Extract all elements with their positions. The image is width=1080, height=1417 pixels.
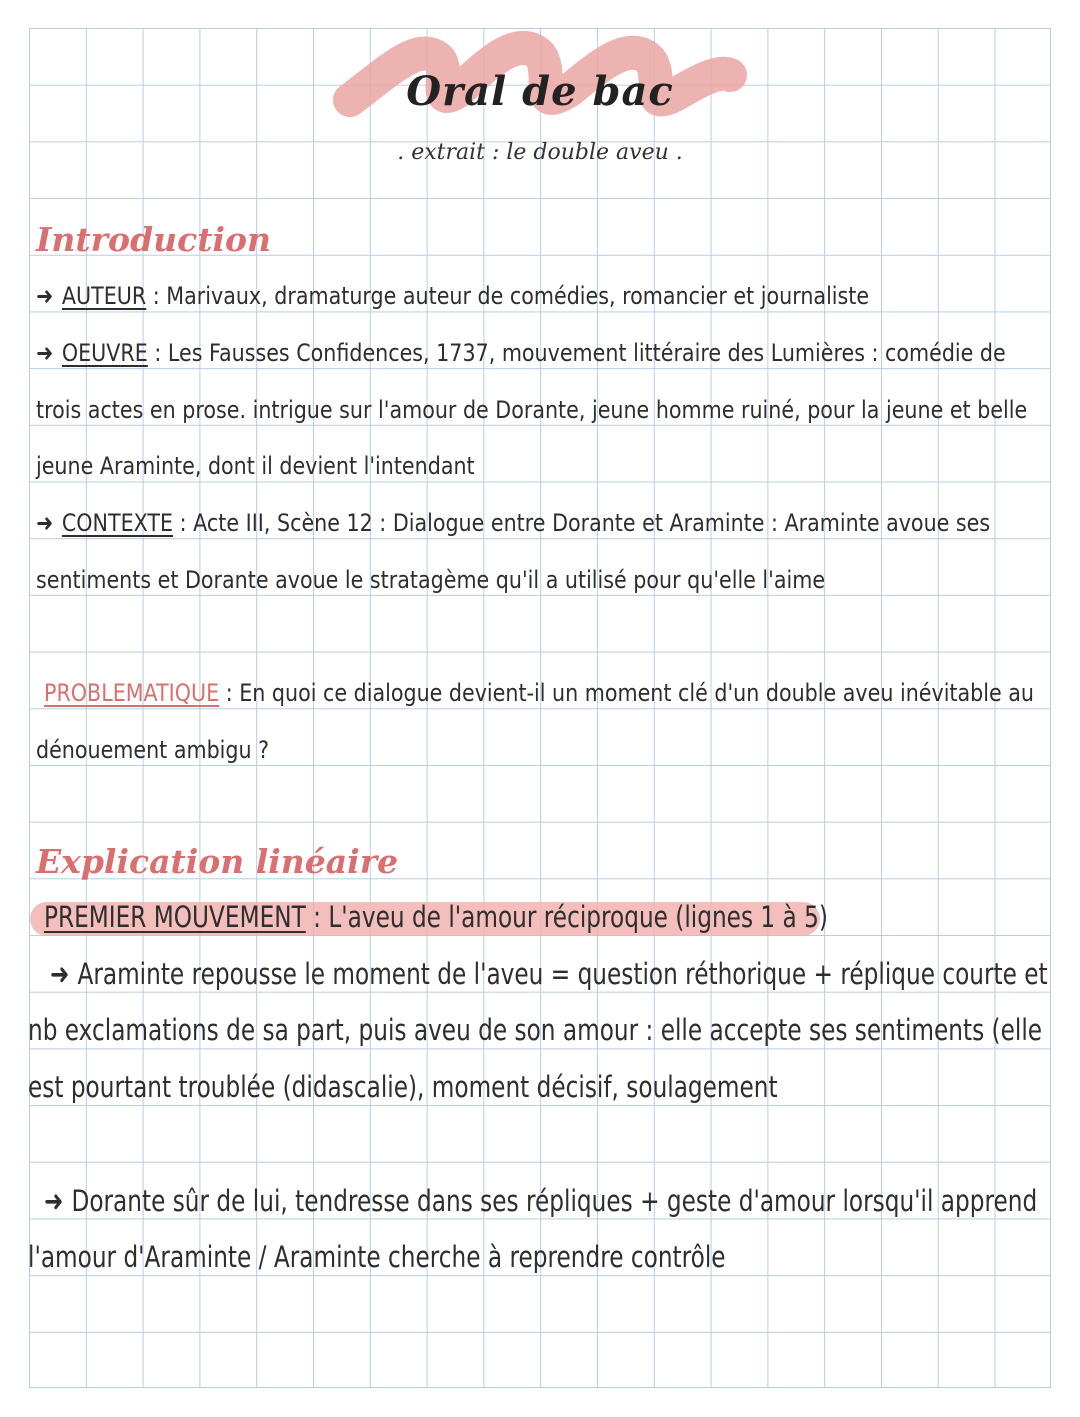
paragraph-1-line-2: nb exclamations de sa part, puis aveu de son amour : elle accepte ses sentiments (elle bbox=[28, 1013, 1043, 1047]
contexte-label: CONTEXTE bbox=[61, 509, 174, 537]
paragraph-1-text-1: Araminte repousse le moment de l'aveu = question réthorique + réplique courte et bbox=[77, 957, 1048, 991]
mouvement-line bbox=[44, 900, 852, 934]
arrow-icon: ➜ bbox=[44, 1184, 64, 1218]
mouvement-separator: : bbox=[305, 900, 329, 934]
oeuvre-line bbox=[36, 339, 1006, 367]
oeuvre-text-2: trois actes en prose. intrigue sur l'amour de Dorante, jeune homme ruiné, pour la jeune et belle bbox=[36, 396, 1028, 424]
mouvement-text: L'aveu de l'amour réciproque (lignes 1 à 5) bbox=[328, 900, 828, 934]
paragraph-2-line-1 bbox=[44, 1184, 1038, 1218]
problematique-label: PROBLEMATIQUE bbox=[44, 679, 220, 707]
arrow-icon: ➜ bbox=[50, 957, 70, 991]
paragraph-2-line-2: l'amour d'Araminte / Araminte cherche à reprendre contrôle bbox=[28, 1240, 726, 1274]
oeuvre-label: OEUVRE bbox=[61, 339, 148, 367]
auteur-line bbox=[36, 282, 905, 310]
auteur-text: Marivaux, dramaturge auteur de comédies, romancier et journaliste bbox=[166, 282, 870, 310]
contexte-text-1: Acte III, Scène 12 : Dialogue entre Dorante et Araminte : Araminte avoue ses bbox=[193, 509, 991, 537]
page-title: Oral de bac bbox=[406, 68, 674, 115]
section-heading-introduction: Introduction bbox=[36, 220, 272, 259]
problematique-separator: : bbox=[219, 679, 240, 707]
arrow-icon: ➜ bbox=[36, 339, 54, 367]
problematique-text-1: En quoi ce dialogue devient-il un moment clé d'un double aveu inévitable au bbox=[239, 679, 1034, 707]
problematique-text-2: dénouement ambigu ? bbox=[36, 736, 270, 764]
mouvement-label: PREMIER MOUVEMENT bbox=[44, 900, 306, 934]
contexte-line bbox=[36, 509, 991, 537]
auteur-label: AUTEUR bbox=[61, 282, 147, 310]
paragraph-2-text-1: Dorante sûr de lui, tendresse dans ses répliques + geste d'amour lorsqu'il apprend bbox=[71, 1184, 1038, 1218]
oeuvre-text-3: jeune Araminte, dont il devient l'intendant bbox=[36, 452, 475, 480]
paragraph-1-line-3: est pourtant troublée (didascalie), moment décisif, soulagement bbox=[28, 1070, 778, 1104]
contexte-text-2: sentiments et Dorante avoue le stratagème qu'il a utilisé pour qu'elle l'aime bbox=[36, 566, 826, 594]
page-subtitle: . extrait : le double aveu . bbox=[397, 140, 683, 165]
title-block bbox=[330, 30, 750, 165]
contexte-separator: : bbox=[173, 509, 194, 537]
paragraph-1-line-1 bbox=[50, 957, 1048, 991]
oeuvre-separator: : bbox=[147, 339, 168, 367]
auteur-separator: : bbox=[146, 282, 167, 310]
section-heading-explication: Explication linéaire bbox=[36, 842, 399, 881]
arrow-icon: ➜ bbox=[36, 282, 54, 310]
arrow-icon: ➜ bbox=[36, 509, 54, 537]
oeuvre-text-1: Les Fausses Confidences, 1737, mouvement littéraire des Lumières : comédie de bbox=[167, 339, 1006, 367]
problematique-line bbox=[44, 679, 1034, 707]
